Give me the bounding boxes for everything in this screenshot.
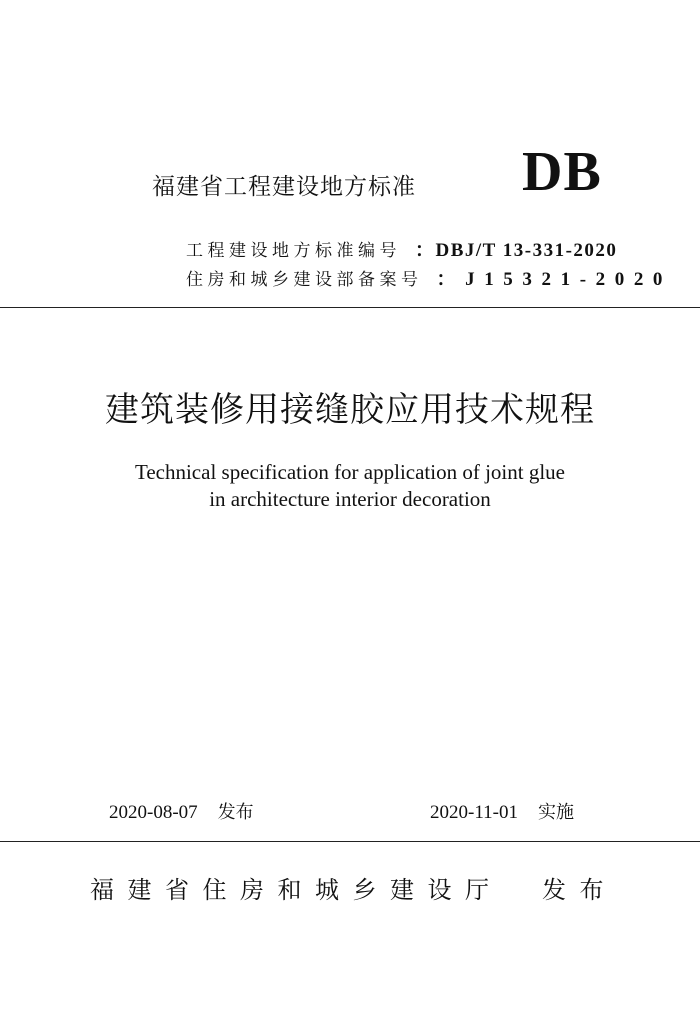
bottom-divider — [0, 841, 700, 842]
title-english-line-2: in architecture interior decoration — [209, 487, 491, 511]
issue-label: 发布 — [542, 876, 617, 904]
standard-name: 福建省工程建设地方标准 — [152, 174, 416, 200]
implement-label: 实施 — [537, 802, 574, 823]
standard-code-row — [186, 235, 617, 262]
title-english-line-1: Technical specification for application of joint glue — [134, 460, 566, 484]
publish-date-group — [109, 798, 254, 824]
record-code-label: 住房和城乡建设部备案号 — [186, 270, 423, 290]
publish-date: 2020-08-07 — [109, 802, 198, 823]
record-code-row — [186, 264, 672, 291]
standard-code-value: ：DBJ/T 13-331-2020 — [415, 240, 618, 261]
issuer-name: 福建省住房和城乡建设厅 — [90, 876, 503, 904]
standard-code-label: 工程建设地方标准编号 — [186, 241, 401, 261]
implement-date: 2020-11-01 — [430, 802, 518, 823]
implement-date-group — [430, 798, 574, 824]
record-code-value: ：J15321-2020 — [436, 269, 673, 290]
top-divider — [0, 307, 700, 308]
publish-label: 发布 — [217, 802, 254, 823]
db-mark: DB — [522, 141, 602, 203]
title-chinese: 建筑装修用接缝胶应用技术规程 — [105, 390, 595, 430]
